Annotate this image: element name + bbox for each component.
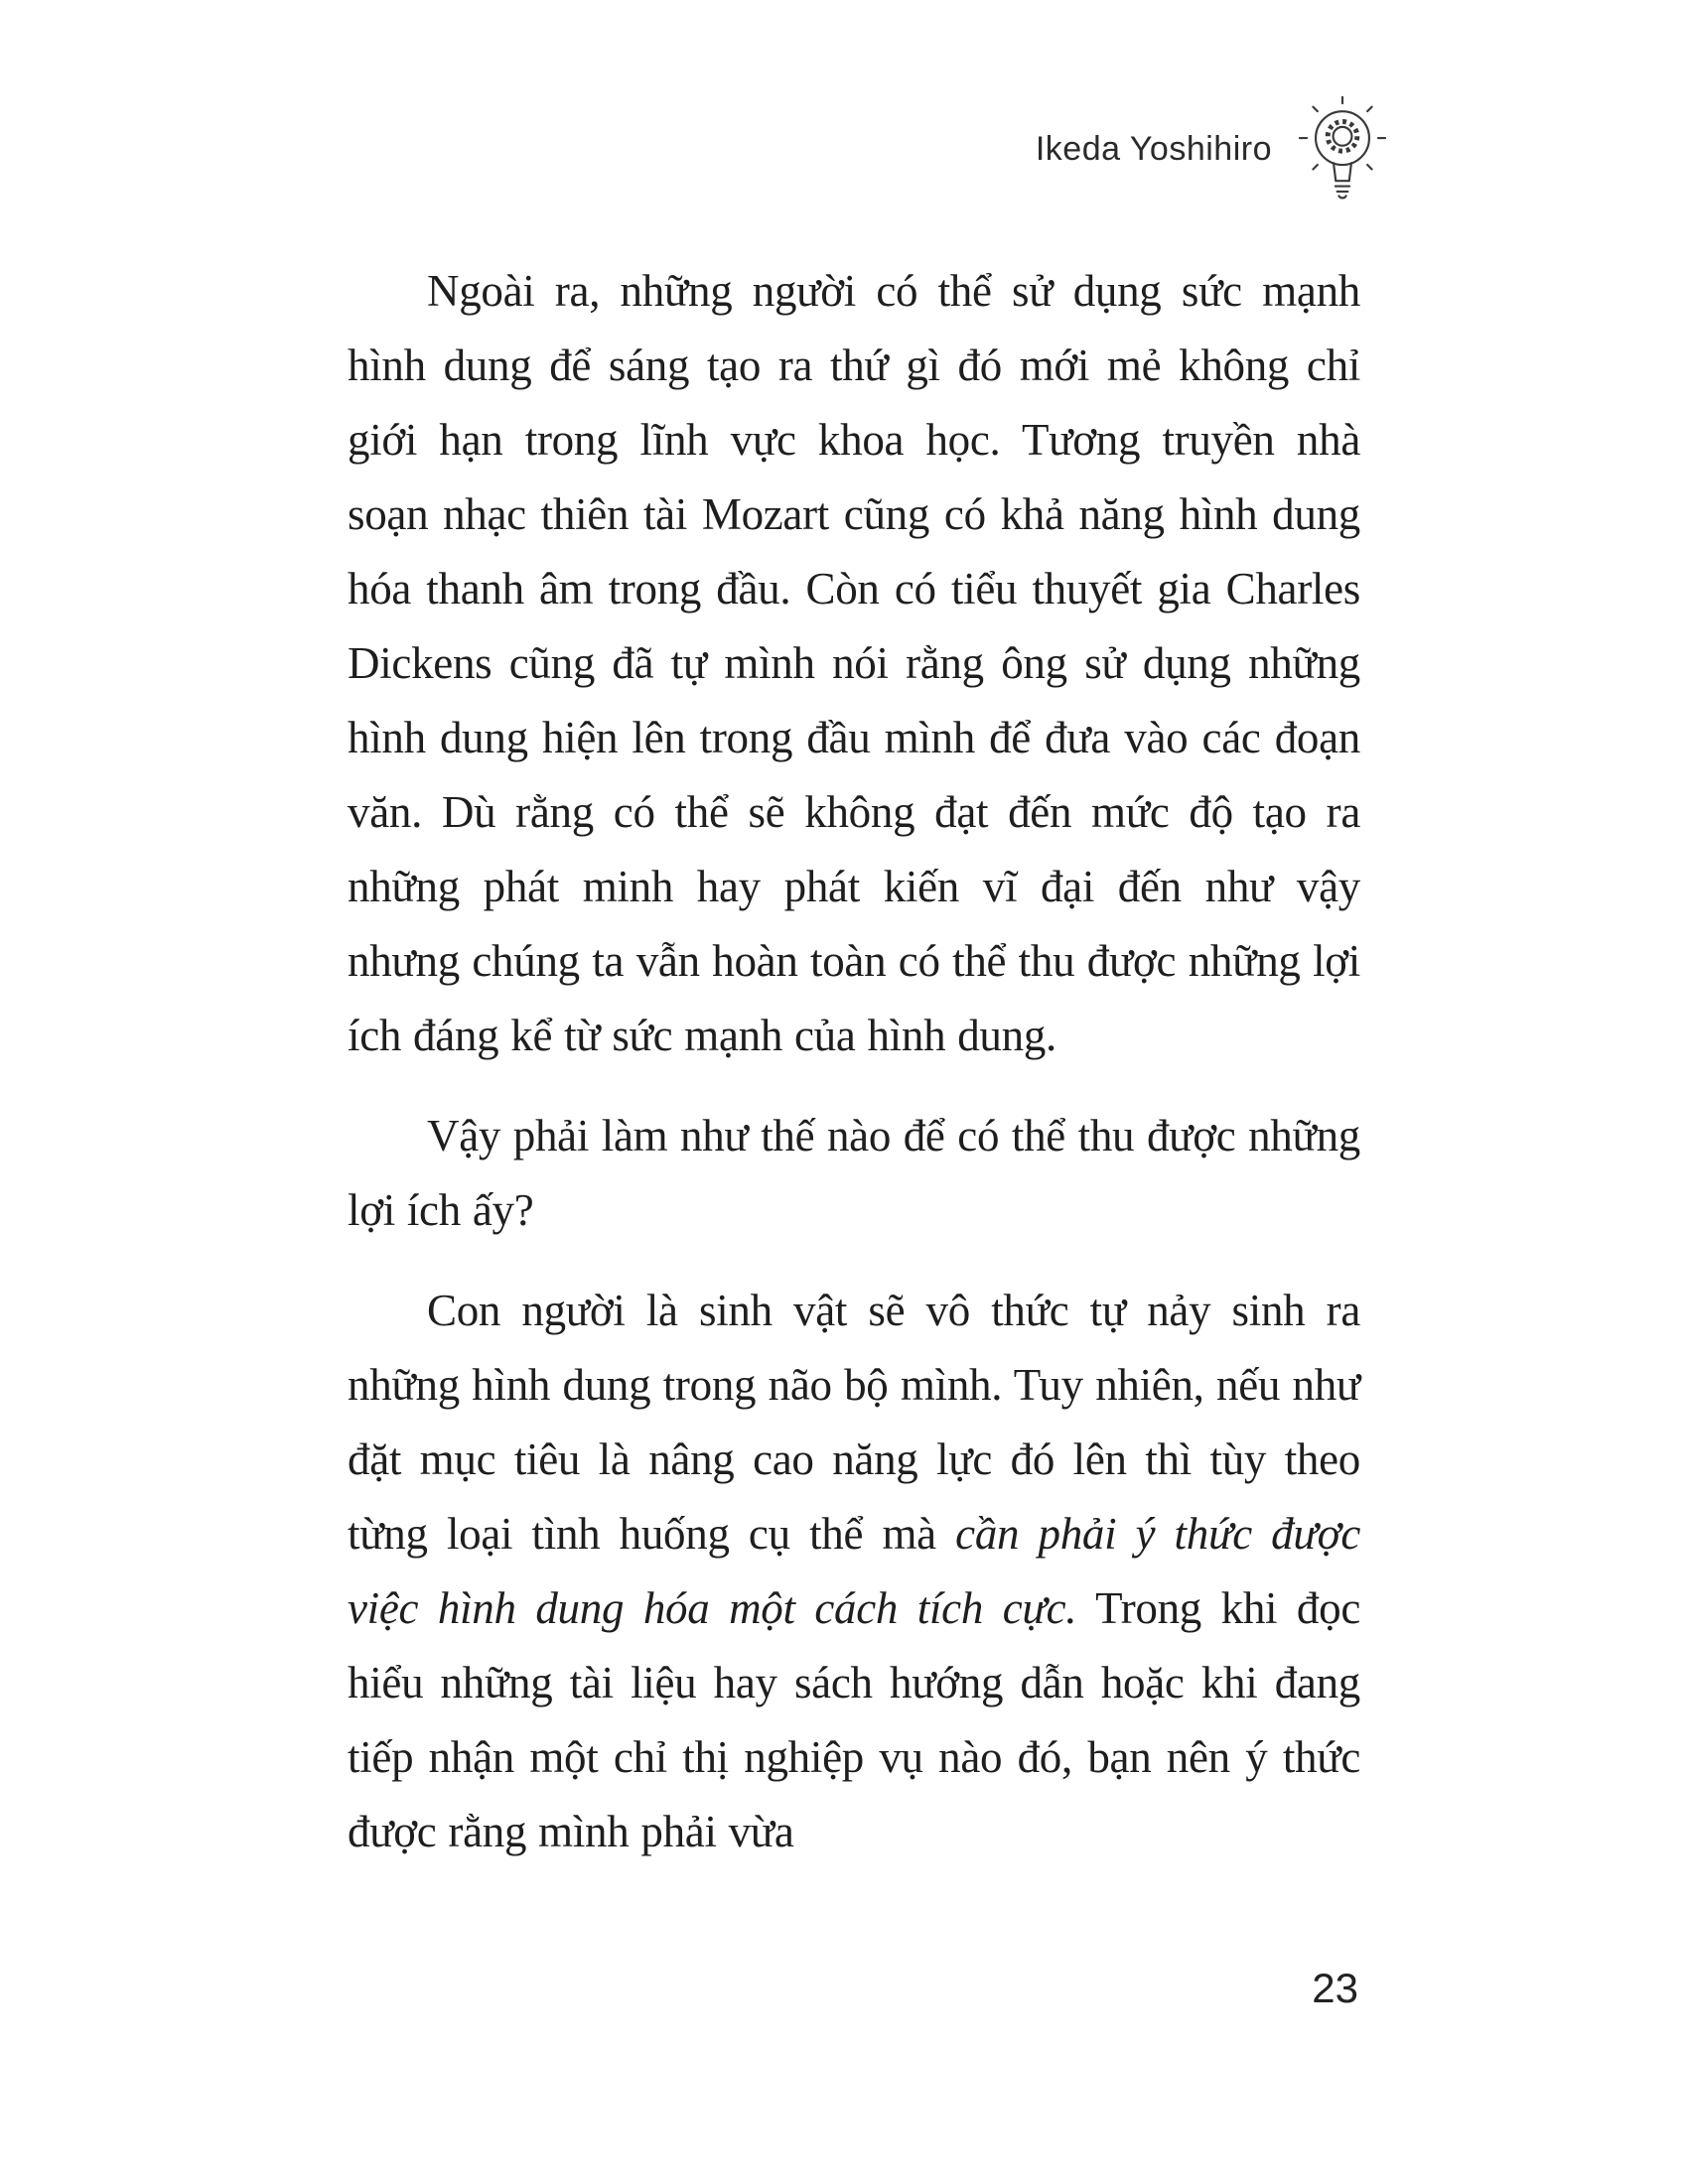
paragraph-2 [348, 1099, 1360, 1248]
author-name: Ikeda Yoshihiro [1035, 130, 1272, 168]
lightbulb-gear-icon [1298, 95, 1387, 208]
body-text-segment: Con người là sinh vật sẽ vô thức tự nảy sinh ra những hình dung trong não bộ mình. Tuy nhiên, nếu như đặt mục tiêu là nâng cao năng lực đó lên thì tùy theo từng loại tình huống cụ thể mà [348, 1286, 1360, 1559]
body-text-segment: Vậy phải làm như thế nào để có thể thu được những lợi ích ấy? [348, 1111, 1360, 1235]
body-text [348, 254, 1360, 1895]
body-text-segment: Trong khi đọc hiểu những tài liệu hay sách hướng dẫn hoặc khi đang tiếp nhận một chỉ thị nghiệp vụ nào đó, bạn nên ý thức được rằng mình phải vừa [348, 1583, 1360, 1856]
paragraph-3 [348, 1274, 1360, 1869]
page-number: 23 [1312, 1965, 1358, 2011]
emphasis-text: cần phải ý thức được việc hình dung hóa một cách tích cực. [348, 1509, 1360, 1633]
paragraph-1 [348, 254, 1360, 1073]
body-text-segment: Ngoài ra, những người có thể sử dụng sức mạnh hình dung để sáng tạo ra thứ gì đó mới mẻ không chỉ giới hạn trong lĩnh vực khoa học. Tương truyền nhà soạn nhạc thiên tài Mozart cũng có khả năng hình dung hóa thanh âm trong đầu. Còn có tiểu thuyết gia Charles Dickens cũng đã tự mình nói rằng ông sử dụng những hình dung hiện lên trong đầu mình để đưa vào các đoạn văn. Dù rằng có thể sẽ không đạt đến mức độ tạo ra những phát minh hay phát kiến vĩ đại đến như vậy nhưng chúng ta vẫn hoàn toàn có thể thu được những lợi ích đáng kể từ sức mạnh của hình dung. [348, 266, 1360, 1060]
page-header [1036, 95, 1387, 208]
